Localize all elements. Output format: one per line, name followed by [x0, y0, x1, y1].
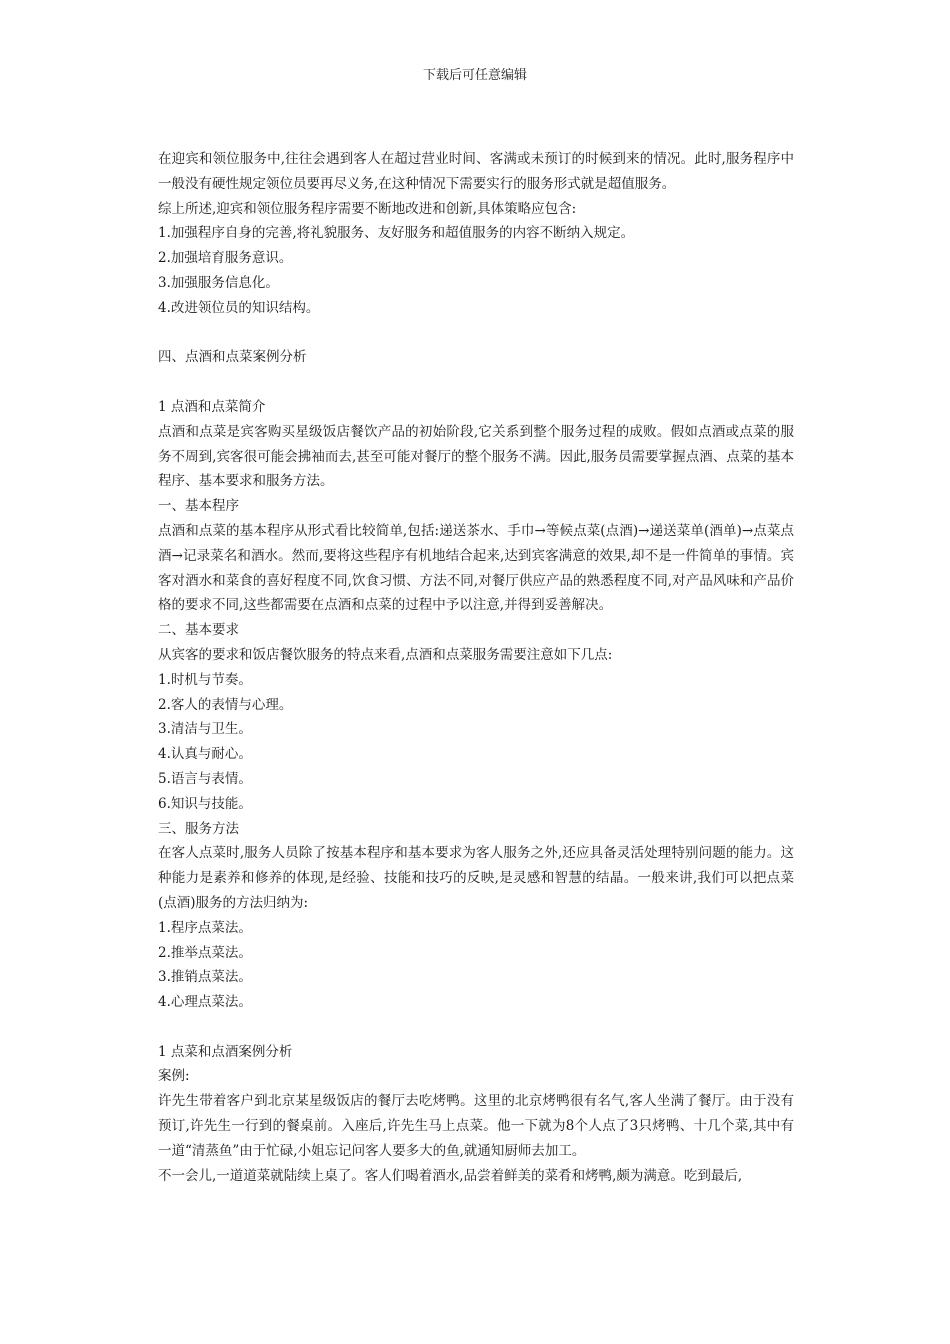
paragraph: 4.心理点菜法。	[158, 994, 252, 1011]
paragraph: 不一会儿,一道道菜就陆续上桌了。客人们喝着酒水,品尝着鲜美的菜肴和烤鸭,颇为满意。吃到最后,	[158, 1167, 743, 1184]
paragraph: 6.知识与技能。	[158, 795, 252, 812]
paragraph: 许先生带着客户到北京某星级饭店的餐厅去吃烤鸭。这里的北京烤鸭很有名气,客人坐满了餐厅。由于没有预订,许先生一行到的餐桌前。入座后,许先生马上点菜。他一下就为8个人点了3只烤鸭、十几个菜,其中有一道“清蒸鱼”由于忙碌,小姐忘记问客人要多大的鱼,就通知厨师去加工。	[158, 1093, 794, 1159]
paragraph: 1.加强程序自身的完善,将礼貌服务、友好服务和超值服务的内容不断纳入规定。	[158, 225, 635, 242]
paragraph: 3.加强服务信息化。	[158, 274, 279, 291]
document-body	[158, 147, 794, 1188]
paragraph: 2.客人的表情与心理。	[158, 696, 293, 713]
paragraph: 点酒和点菜的基本程序从形式看比较简单,包括:递送茶水、手巾→等候点菜(点酒)→递送菜单(酒单)→点菜点酒→记录菜名和酒水。然而,要将这些程序有机地结合起来,达到宾客满意的效果,却不是一件简单的事情。宾客对酒水和菜食的喜好程度不同,饮食习惯、方法不同,对餐厅供应产品的熟悉程度不同,对产品风味和产品价格的要求不同,这些都需要在点酒和点菜的过程中予以注意,并得到妥善解决。	[158, 522, 794, 614]
paragraph: 3.推销点菜法。	[158, 969, 252, 986]
paragraph: 从宾客的要求和饭店餐饮服务的特点来看,点酒和点菜服务需要注意如下几点:	[158, 646, 613, 663]
paragraph: 1.程序点菜法。	[158, 919, 252, 936]
paragraph: 一、基本程序	[158, 498, 239, 515]
paragraph: 1.时机与节奏。	[158, 671, 252, 688]
paragraph: 案例:	[158, 1068, 190, 1085]
paragraph: 三、服务方法	[158, 820, 239, 837]
paragraph: 在客人点菜时,服务人员除了按基本程序和基本要求为客人服务之外,还应具备灵活处理特别问题的能力。这种能力是素养和修养的体现,是经验、技能和技巧的反映,是灵感和智慧的结晶。一般来讲,我们可以把点菜(点酒)服务的方法归纳为:	[158, 845, 794, 911]
page-header: 下载后可任意编辑	[422, 68, 527, 83]
paragraph: 二、基本要求	[158, 622, 239, 639]
paragraph: 3.清洁与卫生。	[158, 721, 252, 738]
blank-line	[158, 321, 794, 346]
blank-line	[158, 370, 794, 395]
paragraph: 1 点酒和点菜简介	[158, 398, 266, 415]
paragraph: 5.语言与表情。	[158, 770, 252, 787]
paragraph: 点酒和点菜是宾客购买星级饭店餐饮产品的初始阶段,它关系到整个服务过程的成败。假如点酒或点菜的服务不周到,宾客很可能会拂袖而去,甚至可能对餐厅的整个服务不满。因此,服务员需要掌握点酒、点菜的基本程序、基本要求和服务方法。	[158, 423, 794, 490]
paragraph: 4.认真与耐心。	[158, 746, 252, 763]
paragraph: 在迎宾和领位服务中,往往会遇到客人在超过营业时间、客满或未预订的时候到来的情况。此时,服务程序中一般没有硬性规定领位员要再尽义务,在这种情况下需要实行的服务形式就是超值服务。	[158, 151, 794, 192]
blank-line	[158, 1015, 794, 1040]
paragraph: 1 点菜和点酒案例分析	[158, 1043, 293, 1060]
paragraph: 2.加强培育服务意识。	[158, 250, 293, 267]
paragraph: 综上所述,迎宾和领位服务程序需要不断地改进和创新,具体策略应包含:	[158, 200, 577, 217]
paragraph: 2.推举点菜法。	[158, 944, 252, 961]
paragraph: 4.改进领位员的知识结构。	[158, 299, 320, 316]
paragraph: 四、点酒和点菜案例分析	[158, 349, 307, 366]
